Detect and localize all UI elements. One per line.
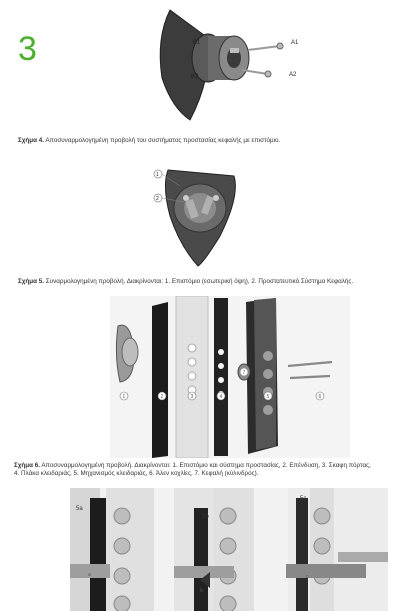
figure-6-callout-3: 3 [190,394,194,400]
figure-4-caption-text: Αποσυναρμολογημένη προβολή του συστήματος προστασίας κεφαλής με επιστόμιο. [43,137,281,144]
label-b1: B1 [193,40,201,46]
figure-6-illustration [110,296,350,458]
figure-6-callout-5: 5 [266,394,270,400]
step-number: 3 [18,30,37,68]
figure-6-caption [14,462,414,478]
figure-7-letter-b: b [200,588,203,594]
figure-5-caption [18,278,413,286]
figure-6-callout-6: 6 [318,394,322,400]
figure-7-letter-a: a [88,572,91,578]
figure-7-illustration [70,488,388,611]
figure-7-panel-c [286,488,388,611]
figure-5-caption-label: Σχήμα 5. [18,278,44,285]
figure-4-caption [18,137,408,145]
figure-5-callout-2: 2 [156,196,159,202]
figure-7-panel-b [174,488,254,611]
figure-6-caption-line-2: 4. Πλάκα κλειδαριάς, 5. Μηχανισμός κλειδαριάς, 6. Άλεν κοχλίες, 7. Κεφαλή (κύλινδρος). [14,470,259,477]
label-a2: A2 [289,72,297,78]
figure-5-callout-1: 1 [156,172,159,178]
label-a1: A1 [291,40,299,46]
figure-7-letter-c: c [306,574,309,580]
figure-6-caption-label: Σχήμα 6. [14,462,40,469]
label-b2: B2 [191,74,199,80]
figure-4-illustration [150,8,310,126]
figure-6-callout-7: 7 [242,370,246,376]
figure-6-caption-line-1: Αποσυναρμολογημένη προβολή. Διακρίνονται: 1. Επιστόμιο και σύστημα προστασίας, 2. Επένδυση, 3. Σκαφη πόρτας, [39,462,371,469]
figure-6-callout-1: 1 [122,394,126,400]
figure-7-tag-5a: 5a [76,506,83,512]
figure-6-callout-4: 4 [219,394,223,400]
figure-4-caption-label: Σχήμα 4. [18,137,44,144]
figure-5-caption-text: Συναρμολογημένη προβολή. Διακρίνονται: 1. Επιστόμιο (εσωτερική όψη), 2. Προστατευτικό Σύστημα Κεφαλής. [43,278,354,285]
figure-6-callout-2: 2 [160,394,164,400]
figure-7-tag-5b: 5b [202,514,209,520]
figure-7-tag-5c: 5c [300,496,307,502]
figure-5-illustration [150,166,250,270]
